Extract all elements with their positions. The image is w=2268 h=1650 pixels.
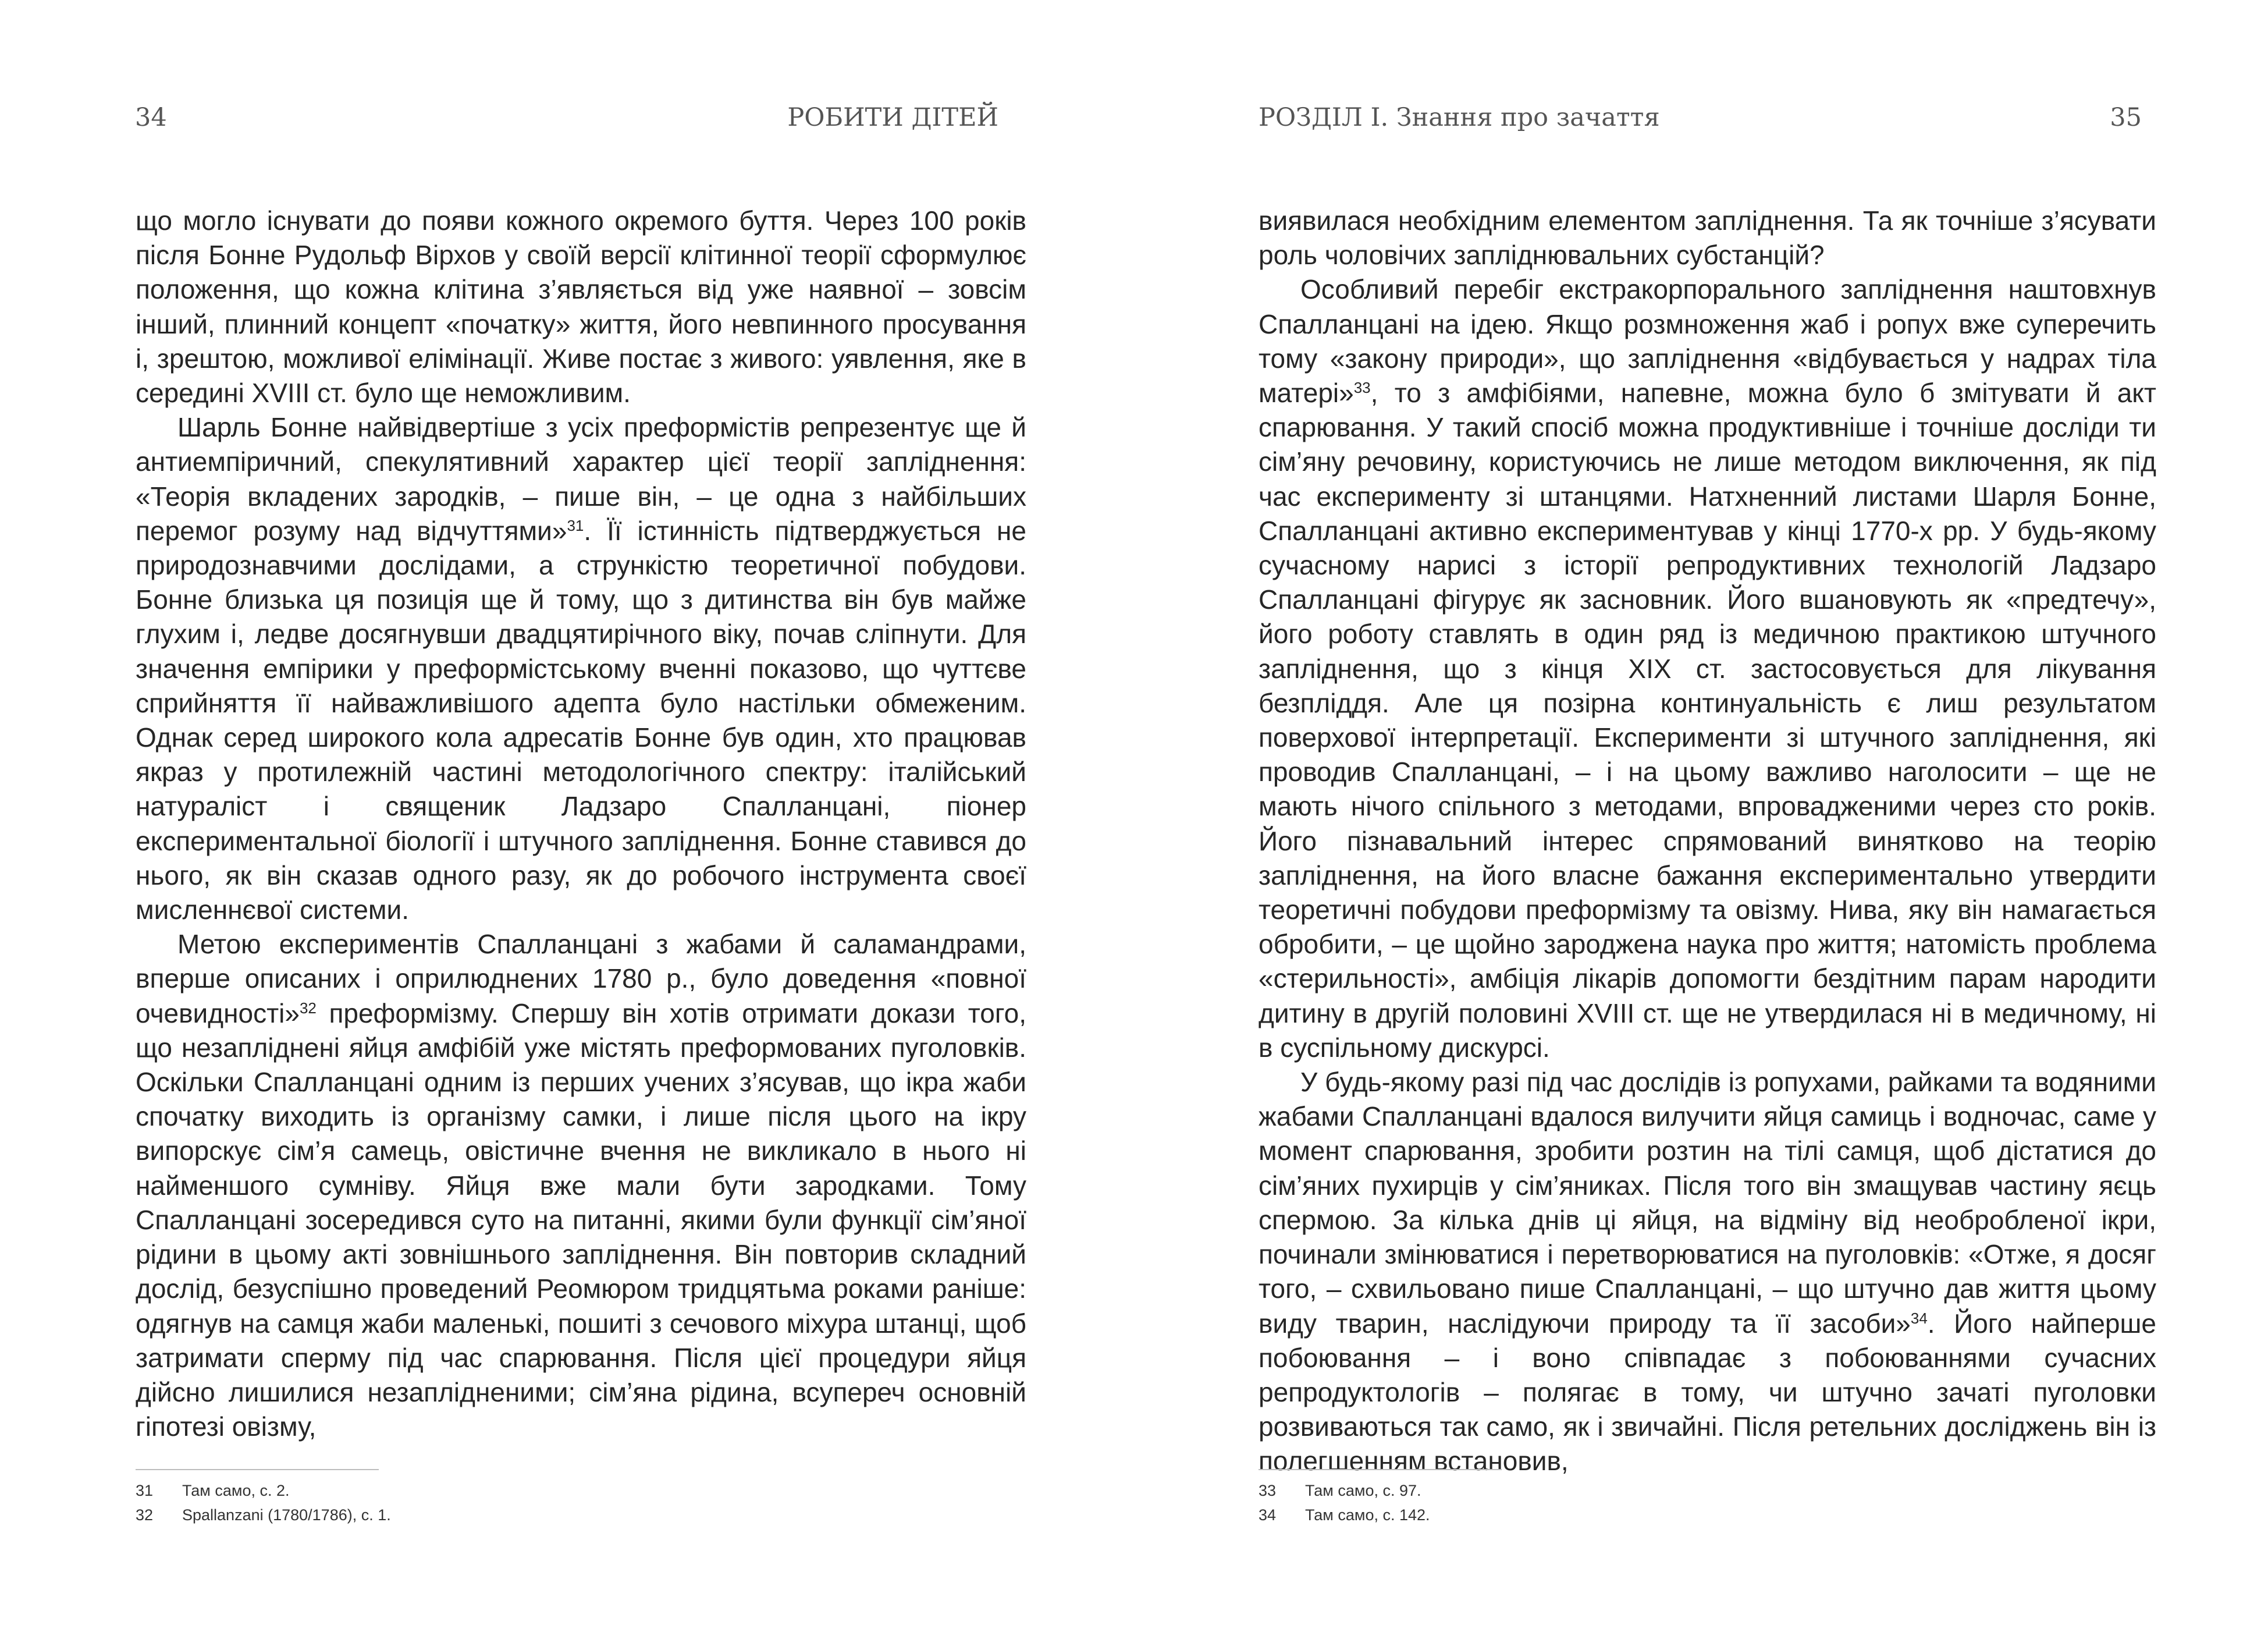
- paragraph: [1259, 1065, 2156, 1478]
- right-page: [1134, 0, 2268, 1650]
- paragraph: що могло існувати до появи кожного окремого буття. Через 100 років після Бонне Рудольф Вірхов у своїй версії клітинної теорії сформулює положення, що кожна клітина з’являється від уже наявної – зовсім інший, плинний концепт «початку» життя, його невпинного просування і, зрештою, можливої елімінації. Живе постає з живого: уявлення, яке в середині XVIII ст. було ще неможливим.: [136, 205, 1026, 409]
- paragraph-text: Шарль Бонне найвідвертіше з усіх преформістів репрезентує ще й антиемпіричний, спекулятивний характер цієї теорії запліднення: «Теорія вкладених зародків, – пише він, – це одна з найбільших перемог розуму над відчуттями»: [136, 412, 1026, 546]
- footnote-number: 31: [136, 1482, 154, 1499]
- footnote-number: 33: [1259, 1482, 1277, 1499]
- paragraph-text: . Її істинність підтверджується не природознавчими дослідами, а стрункістю теоретичної побудови. Бонне близька ця позиція ще й тому, що з дитинства він був майже глухим і, ледве досягнувши двадцятирічного віку, почав сліпнути. Для значення емпірики у преформістському вченні показово, що чуттєве сприйняття її найважливішого адепта було настільки обмеженим. Однак серед широкого кола адресатів Бонне був один, хто працював якраз у протилежній частині методологічного спектру: італійський натураліст і священик Ладзаро Спалланцані, піонер експериментальної біології і штучного запліднення. Бонне ставився до нього, як він сказав одного разу, як до робочого інструмента своєї мисленнєвої системи.: [136, 515, 1027, 925]
- paragraph: [136, 927, 1026, 1444]
- footnote-number: 32: [136, 1506, 154, 1524]
- body-text: [1259, 204, 2156, 1479]
- footnote-ref[interactable]: 34: [1910, 1309, 1928, 1327]
- footnote-ref[interactable]: 31: [567, 516, 584, 534]
- footnotes: [136, 1478, 391, 1527]
- footnote: [1259, 1503, 1430, 1527]
- paragraph-text: , то з амфібіями, напевне, можна було б змітувати й акт спарювання. У такий спосіб можна продуктивніше і точніше досліди ти сім’яну речовину, користуючись не лише методом виключення, як під час експерименту зі штанцями. Натхненний листами Шарля Бонне, Спалланцані активно експериментував у кінці 1770-х рр. У будь-якому сучасному нарисі з історії репродуктивних технологій Ладзаро Спалланцані фігурує як засновник. Його вшановують як «предтечу», його роботу ставлять в один ряд із медичною практикою штучного запліднення, що з кінця XIX ст. застосовується для лікування безпліддя. Але ця позірна континуальність є лиш результатом поверхової інтерпретації. Експерименти зі штучного запліднення, які проводив Спалланцані, – і на цьому важливо наголосити – ще не мають нічого спільного з методами, впровадженими через сто років. Його пізнавальний інтерес спрямований винятково на теорію запліднення, на його власне бажання експериментально утвердити теоретичні побудови преформізму та овізму. Нива, яку він намагається обробити, – це щойно зароджена наука про життя; натомість проблема «стерильності», амбіція лікарів допомогти бездітним парам народити дитину в другій половині XVIII ст. ще не утвердилася ні в медичному, ні в суспільному дискурсі.: [1259, 378, 2156, 1063]
- paragraph-text: преформізму. Спершу він хотів отримати докази того, що незапліднені яйця амфібій уже містять преформованих пуголовків. Оскільки Спалланцані одним із перших учених з’ясував, що ікра жаби спочатку виходить із організму самки, і лише після цього на ікру випорскує сім’я самець, овістичне вчення не викликало в нього ні найменшого сумніву. Яйця вже мали бути зародками. Тому Спалланцані зосередився суто на питанні, якими були функції сім’яної рідини в цьому акті зовнішнього запліднення. Він повторив складний дослід, безуспішно проведений Реомюром тридцятьма роками раніше: одягнув на самця жаби маленькі, пошиті з сечового міхура штанці, щоб затримати сперму під час спарювання. Після цієї процедури яйця дійсно лишилися незаплідненими; сім’яна рідина, всупереч основній гіпотезі овізму,: [136, 998, 1026, 1442]
- footnote-text: Там само, с. 2.: [182, 1482, 290, 1499]
- footnote: [136, 1478, 391, 1503]
- running-title: РОБИТИ ДІТЕЙ: [787, 103, 998, 132]
- footnote-ref[interactable]: 33: [1353, 379, 1371, 397]
- footnote: [1259, 1478, 1430, 1503]
- footnote-divider: [136, 1469, 379, 1470]
- footnote-number: 34: [1259, 1506, 1277, 1524]
- paragraph: [136, 410, 1026, 927]
- footnotes: [1259, 1478, 1430, 1527]
- paragraph-text: Метою експериментів Спалланцані з жабами й саламандрами, вперше описаних і оприлюднених 1780 р., було доведення «повної очевидності»: [136, 929, 1026, 1028]
- footnote-divider: [1259, 1469, 1502, 1470]
- footnote-text: Там само, с. 97.: [1305, 1482, 1421, 1499]
- paragraph-text: У будь-якому разі під час дослідів із ропухами, райками та водяними жабами Спалланцані вдалося вилучити яйця самиць і водночас, саме у момент спарювання, зробити розтин на тілі самця, щоб дістатися до сім’яних пухирців у сім’яниках. Після того він змащував частину яєць спермою. За кілька днів ці яйця, на відміну від необробленої ікри, починали змінюватися і перетворюватися на пуголовків: «Отже, я досяг того, – схвильовано пише Спалланцані, – що штучно дав життя цьому виду тварин, наслідуючи природу та її засоби»: [1259, 1067, 2156, 1339]
- paragraph: виявилася необхідним елементом запліднення. Та як точніше з’ясувати роль чоловічих запліднювальних субстанцій?: [1259, 205, 2156, 271]
- paragraph-text: . Його найперше побоювання – і воно співпадає з побоюваннями сучасних репродуктологів – полягає в тому, чи штучно зачаті пуголовки розвиваються так само, як і звичайні. Після ретельних досліджень він із полегшенням встановив,: [1259, 1308, 2156, 1477]
- paragraph: [1259, 272, 2156, 1065]
- page-number: 34: [135, 103, 167, 132]
- footnote-ref[interactable]: 32: [299, 999, 317, 1017]
- body-text: [136, 204, 1026, 1444]
- footnote-text: Там само, с. 142.: [1305, 1506, 1430, 1524]
- page-number: 35: [2110, 103, 2142, 132]
- footnote: [136, 1503, 391, 1527]
- footnote-text: Spallanzani (1780/1786), с. 1.: [182, 1506, 391, 1524]
- running-title: РОЗДІЛ І. Знання про зачаття: [1259, 103, 1660, 132]
- paragraph-text: Особливий перебіг екстракорпорального запліднення наштовхнув Спалланцані на ідею. Якщо розмноження жаб і ропух вже суперечить тому «закону природи», що запліднення «відбувається у надрах тіла матері»: [1259, 274, 2156, 409]
